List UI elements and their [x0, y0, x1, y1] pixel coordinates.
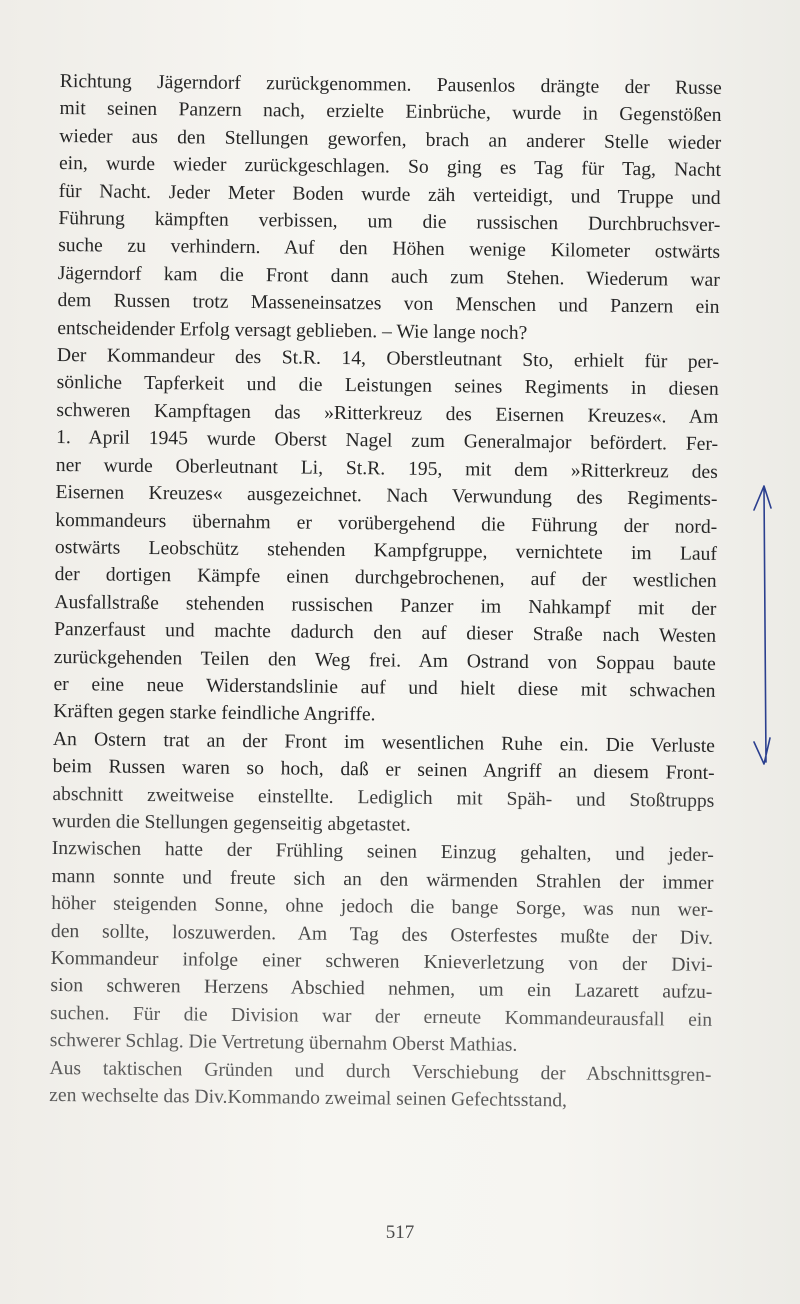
- text-line: den sollte, loszuwerden. Am Tag des Osterfestes mußte der Div.: [50, 920, 714, 949]
- page-number: 517: [385, 1222, 415, 1243]
- text-line: wurden die Stellungen gegenseitig abgetastet.: [51, 810, 411, 836]
- text-line: mit seinen Panzern nach, erzielte Einbrüche, wurde in Gegenstößen: [59, 98, 722, 127]
- text-line: suchen. Für die Division war der erneute Kommandeurausfall ein: [49, 1002, 713, 1031]
- text-line: ner wurde Oberleutnant Li, St.R. 195, mit dem »Ritterkreuz des: [55, 454, 718, 483]
- margin-bracket-annotation: [740, 480, 780, 770]
- text-line: Der Kommandeur des St.R. 14, Oberstleutnant Sto, erhielt für per-: [56, 345, 720, 373]
- text-line: Inzwischen hatte der Frühling seinen Einzug gehalten, und jeder-: [51, 838, 714, 867]
- text-line: entscheidender Erfolg versagt geblieben. – Wie lange noch?: [57, 317, 528, 344]
- text-line: Kräften gegen starke feindliche Angriffe.: [53, 701, 376, 726]
- text-line: Aus taktischen Gründen und durch Verschiebung der Abschnittsgren-: [49, 1057, 712, 1086]
- text-line: beim Russen waren so hoch, daß er seinen Angriff an diesem Front-: [52, 756, 715, 785]
- text-line: höher steigenden Sonne, ohne jedoch die bange Sorge, was nun wer-: [51, 893, 714, 922]
- text-line: suche zu verhindern. Auf den Höhen wenige Kilometer ostwärts: [58, 235, 721, 264]
- text-line: sion schweren Herzens Abschied nehmen, um ein Lazarett aufzu-: [50, 975, 713, 1004]
- body-text: [49, 68, 722, 1116]
- text-line: dem Russen trotz Masseneinsatzes von Menschen und Panzern ein: [57, 290, 720, 319]
- text-line: 1. April 1945 wurde Oberst Nagel zum Generalmajor befördert. Fer-: [56, 427, 719, 456]
- text-line: Panzerfaust und machte dadurch den auf dieser Straße nach Westen: [54, 619, 717, 648]
- text-line: Führung kämpften verbissen, um die russischen Durchbruchsver-: [58, 208, 721, 236]
- text-line: An Ostern trat an der Front im wesentlichen Ruhe ein. Die Verluste: [52, 728, 716, 757]
- text-line: Jägerndorf kam die Front dann auch zum Stehen. Wiederum war: [57, 262, 720, 291]
- text-line: er eine neue Widerstandslinie auf und hielt diese mit schwachen: [53, 673, 716, 702]
- text-line: für Nacht. Jeder Meter Boden wurde zäh verteidigt, und Truppe und: [58, 180, 721, 209]
- text-line: Richtung Jägerndorf zurückgenommen. Pausenlos drängte der Russe: [59, 70, 722, 99]
- text-line: zurückgehenden Teilen den Weg frei. Am Ostrand von Soppau baute: [53, 646, 716, 675]
- text-line: schweren Kampftagen das »Ritterkreuz des Eisernen Kreuzes«. Am: [56, 399, 719, 428]
- text-line: Kommandeur infolge einer schweren Knieverletzung von der Divi-: [50, 947, 713, 976]
- text-line: wieder aus den Stellungen geworfen, brach an anderer Stelle wieder: [59, 125, 722, 154]
- text-line: sönliche Tapferkeit und die Leistungen seines Regiments in diesen: [56, 372, 719, 401]
- text-line: mann sonnte und freute sich an den wärmenden Strahlen der immer: [51, 865, 714, 894]
- text-line: kommandeurs übernahm er vorübergehend die Führung der nord-: [55, 509, 718, 538]
- text-line: zen wechselte das Div.Kommando zweimal seinen Gefechtsstand,: [49, 1084, 568, 1112]
- text-line: Ausfallstraße stehenden russischen Panzer im Nahkampf mit der: [54, 591, 717, 620]
- text-line: schwerer Schlag. Die Vertretung übernahm Oberst Mathias.: [49, 1030, 518, 1057]
- text-line: der dortigen Kämpfe einen durchgebrochenen, auf der westlichen: [54, 564, 717, 593]
- text-line: abschnitt zweitweise einstellte. Lediglich mit Späh- und Stoßtrupps: [52, 783, 715, 812]
- text-line: Eisernen Kreuzes« ausgezeichnet. Nach Verwundung des Regiments-: [55, 482, 718, 511]
- text-line: ostwärts Leobschütz stehenden Kampfgruppe, vernichtete im Lauf: [54, 536, 718, 565]
- text-line: ein, wurde wieder zurückgeschlagen. So ging es Tag für Tag, Nacht: [58, 153, 722, 182]
